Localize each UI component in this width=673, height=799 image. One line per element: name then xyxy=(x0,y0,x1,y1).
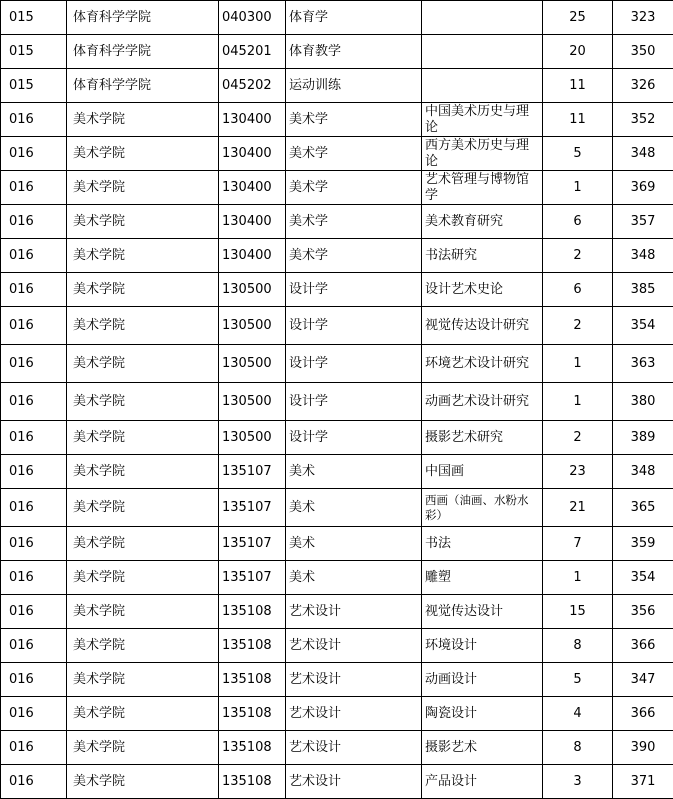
score-line-cell: 359 xyxy=(613,527,673,561)
college-name-cell: 美术学院 xyxy=(67,171,219,205)
table-row xyxy=(1,171,673,205)
major-code-cell: 135107 xyxy=(219,527,286,561)
major-code-cell: 130500 xyxy=(219,383,286,421)
table-row xyxy=(1,527,673,561)
college-name-cell: 美术学院 xyxy=(67,731,219,765)
enrollment-count-cell: 1 xyxy=(543,171,613,205)
college-code-cell: 016 xyxy=(1,307,67,345)
college-code-cell: 016 xyxy=(1,731,67,765)
major-name-cell: 设计学 xyxy=(286,383,422,421)
college-name-cell: 美术学院 xyxy=(67,527,219,561)
table-row xyxy=(1,421,673,455)
college-name-cell: 美术学院 xyxy=(67,345,219,383)
research-direction-cell: 陶瓷设计 xyxy=(422,697,543,731)
college-code-cell: 016 xyxy=(1,345,67,383)
table-row xyxy=(1,1,673,35)
major-code-cell: 135108 xyxy=(219,697,286,731)
score-line-cell: 371 xyxy=(613,765,673,799)
score-line-cell: 389 xyxy=(613,421,673,455)
major-code-cell: 130500 xyxy=(219,345,286,383)
enrollment-count-cell: 6 xyxy=(543,205,613,239)
table-row xyxy=(1,137,673,171)
table-row xyxy=(1,205,673,239)
table-row xyxy=(1,345,673,383)
enrollment-count-cell: 2 xyxy=(543,307,613,345)
research-direction-cell: 视觉传达设计 xyxy=(422,595,543,629)
research-direction-cell: 环境设计 xyxy=(422,629,543,663)
major-name-cell: 美术 xyxy=(286,561,422,595)
major-code-cell: 130500 xyxy=(219,307,286,345)
college-name-cell: 美术学院 xyxy=(67,765,219,799)
score-line-cell: 363 xyxy=(613,345,673,383)
major-code-cell: 135108 xyxy=(219,595,286,629)
major-code-cell: 045201 xyxy=(219,35,286,69)
research-direction-cell: 产品设计 xyxy=(422,765,543,799)
enrollment-count-cell: 25 xyxy=(543,1,613,35)
major-name-cell: 设计学 xyxy=(286,421,422,455)
enrollment-count-cell: 3 xyxy=(543,765,613,799)
score-line-cell: 350 xyxy=(613,35,673,69)
major-name-cell: 美术学 xyxy=(286,137,422,171)
research-direction-cell: 书法研究 xyxy=(422,239,543,273)
enrollment-count-cell: 2 xyxy=(543,239,613,273)
research-direction-cell: 艺术管理与博物馆学 xyxy=(422,171,543,205)
college-name-cell: 美术学院 xyxy=(67,383,219,421)
table-row xyxy=(1,663,673,697)
college-code-cell: 015 xyxy=(1,35,67,69)
major-name-cell: 美术学 xyxy=(286,171,422,205)
research-direction-cell: 环境艺术设计研究 xyxy=(422,345,543,383)
enrollment-count-cell: 1 xyxy=(543,383,613,421)
major-code-cell: 135107 xyxy=(219,489,286,527)
major-name-cell: 设计学 xyxy=(286,273,422,307)
enrollment-count-cell: 15 xyxy=(543,595,613,629)
college-code-cell: 016 xyxy=(1,421,67,455)
major-code-cell: 130500 xyxy=(219,421,286,455)
college-code-cell: 016 xyxy=(1,595,67,629)
enrollment-count-cell: 1 xyxy=(543,561,613,595)
score-line-cell: 347 xyxy=(613,663,673,697)
college-name-cell: 美术学院 xyxy=(67,489,219,527)
score-line-cell: 357 xyxy=(613,205,673,239)
score-line-cell: 366 xyxy=(613,629,673,663)
major-name-cell: 运动训练 xyxy=(286,69,422,103)
college-name-cell: 美术学院 xyxy=(67,273,219,307)
college-code-cell: 016 xyxy=(1,527,67,561)
research-direction-cell: 中国美术历史与理论 xyxy=(422,103,543,137)
table-row xyxy=(1,239,673,273)
major-name-cell: 艺术设计 xyxy=(286,663,422,697)
enrollment-count-cell: 8 xyxy=(543,629,613,663)
college-name-cell: 美术学院 xyxy=(67,421,219,455)
table-row xyxy=(1,69,673,103)
college-code-cell: 016 xyxy=(1,103,67,137)
research-direction-cell: 摄影艺术 xyxy=(422,731,543,765)
table-row xyxy=(1,561,673,595)
college-code-cell: 016 xyxy=(1,239,67,273)
table-row xyxy=(1,35,673,69)
college-name-cell: 体育科学学院 xyxy=(67,35,219,69)
major-code-cell: 135108 xyxy=(219,731,286,765)
score-line-cell: 385 xyxy=(613,273,673,307)
research-direction-cell: 摄影艺术研究 xyxy=(422,421,543,455)
score-line-cell: 348 xyxy=(613,455,673,489)
enrollment-count-cell: 4 xyxy=(543,697,613,731)
college-name-cell: 美术学院 xyxy=(67,697,219,731)
score-line-cell: 348 xyxy=(613,137,673,171)
college-code-cell: 016 xyxy=(1,455,67,489)
major-name-cell: 美术学 xyxy=(286,205,422,239)
major-code-cell: 130400 xyxy=(219,103,286,137)
major-code-cell: 130400 xyxy=(219,137,286,171)
major-code-cell: 040300 xyxy=(219,1,286,35)
college-code-cell: 016 xyxy=(1,171,67,205)
research-direction-cell: 书法 xyxy=(422,527,543,561)
college-code-cell: 016 xyxy=(1,697,67,731)
major-code-cell: 135107 xyxy=(219,455,286,489)
table-body xyxy=(1,1,673,799)
college-name-cell: 美术学院 xyxy=(67,205,219,239)
major-name-cell: 艺术设计 xyxy=(286,595,422,629)
score-line-cell: 323 xyxy=(613,1,673,35)
research-direction-cell: 设计艺术史论 xyxy=(422,273,543,307)
major-name-cell: 艺术设计 xyxy=(286,731,422,765)
research-direction-cell xyxy=(422,69,543,103)
major-code-cell: 130500 xyxy=(219,273,286,307)
major-name-cell: 美术学 xyxy=(286,103,422,137)
college-code-cell: 016 xyxy=(1,383,67,421)
major-name-cell: 美术 xyxy=(286,527,422,561)
enrollment-count-cell: 11 xyxy=(543,69,613,103)
college-name-cell: 美术学院 xyxy=(67,137,219,171)
major-code-cell: 135108 xyxy=(219,663,286,697)
enrollment-count-cell: 6 xyxy=(543,273,613,307)
college-name-cell: 美术学院 xyxy=(67,561,219,595)
major-name-cell: 美术 xyxy=(286,455,422,489)
college-name-cell: 美术学院 xyxy=(67,307,219,345)
enrollment-count-cell: 1 xyxy=(543,345,613,383)
major-code-cell: 135108 xyxy=(219,629,286,663)
college-code-cell: 016 xyxy=(1,273,67,307)
score-line-cell: 366 xyxy=(613,697,673,731)
college-code-cell: 016 xyxy=(1,663,67,697)
score-line-cell: 354 xyxy=(613,307,673,345)
table-row xyxy=(1,103,673,137)
major-name-cell: 体育教学 xyxy=(286,35,422,69)
score-line-cell: 380 xyxy=(613,383,673,421)
research-direction-cell: 动画艺术设计研究 xyxy=(422,383,543,421)
enrollment-count-cell: 5 xyxy=(543,137,613,171)
enrollment-count-cell: 8 xyxy=(543,731,613,765)
table-row xyxy=(1,455,673,489)
score-line-cell: 369 xyxy=(613,171,673,205)
enrollment-count-cell: 7 xyxy=(543,527,613,561)
college-code-cell: 015 xyxy=(1,1,67,35)
major-code-cell: 130400 xyxy=(219,205,286,239)
table-row xyxy=(1,383,673,421)
research-direction-cell: 视觉传达设计研究 xyxy=(422,307,543,345)
college-code-cell: 016 xyxy=(1,137,67,171)
college-code-cell: 016 xyxy=(1,489,67,527)
college-name-cell: 美术学院 xyxy=(67,629,219,663)
college-name-cell: 美术学院 xyxy=(67,239,219,273)
research-direction-cell xyxy=(422,35,543,69)
college-code-cell: 016 xyxy=(1,765,67,799)
score-line-cell: 326 xyxy=(613,69,673,103)
major-name-cell: 设计学 xyxy=(286,307,422,345)
table-row xyxy=(1,731,673,765)
college-code-cell: 016 xyxy=(1,629,67,663)
college-name-cell: 体育科学学院 xyxy=(67,69,219,103)
research-direction-cell: 美术教育研究 xyxy=(422,205,543,239)
enrollment-count-cell: 20 xyxy=(543,35,613,69)
score-line-cell: 352 xyxy=(613,103,673,137)
score-line-cell: 354 xyxy=(613,561,673,595)
major-code-cell: 135108 xyxy=(219,765,286,799)
college-code-cell: 015 xyxy=(1,69,67,103)
college-name-cell: 体育科学学院 xyxy=(67,1,219,35)
score-line-cell: 365 xyxy=(613,489,673,527)
table-row xyxy=(1,273,673,307)
college-name-cell: 美术学院 xyxy=(67,455,219,489)
score-line-cell: 390 xyxy=(613,731,673,765)
college-name-cell: 美术学院 xyxy=(67,103,219,137)
college-name-cell: 美术学院 xyxy=(67,595,219,629)
college-name-cell: 美术学院 xyxy=(67,663,219,697)
enrollment-count-cell: 5 xyxy=(543,663,613,697)
enrollment-count-cell: 21 xyxy=(543,489,613,527)
major-code-cell: 130400 xyxy=(219,171,286,205)
major-name-cell: 设计学 xyxy=(286,345,422,383)
table-row xyxy=(1,697,673,731)
table-row xyxy=(1,765,673,799)
enrollment-count-cell: 2 xyxy=(543,421,613,455)
major-name-cell: 艺术设计 xyxy=(286,697,422,731)
table-row xyxy=(1,595,673,629)
research-direction-cell: 西画（油画、水粉水彩） xyxy=(422,489,543,527)
college-code-cell: 016 xyxy=(1,561,67,595)
major-name-cell: 艺术设计 xyxy=(286,629,422,663)
table-row xyxy=(1,629,673,663)
research-direction-cell: 动画设计 xyxy=(422,663,543,697)
research-direction-cell: 雕塑 xyxy=(422,561,543,595)
major-code-cell: 135107 xyxy=(219,561,286,595)
major-name-cell: 艺术设计 xyxy=(286,765,422,799)
table-row xyxy=(1,307,673,345)
research-direction-cell: 西方美术历史与理论 xyxy=(422,137,543,171)
major-name-cell: 体育学 xyxy=(286,1,422,35)
enrollment-count-cell: 23 xyxy=(543,455,613,489)
research-direction-cell xyxy=(422,1,543,35)
table-row xyxy=(1,489,673,527)
major-code-cell: 045202 xyxy=(219,69,286,103)
enrollment-count-cell: 11 xyxy=(543,103,613,137)
research-direction-cell: 中国画 xyxy=(422,455,543,489)
score-line-cell: 348 xyxy=(613,239,673,273)
major-code-cell: 130400 xyxy=(219,239,286,273)
major-name-cell: 美术 xyxy=(286,489,422,527)
college-code-cell: 016 xyxy=(1,205,67,239)
major-name-cell: 美术学 xyxy=(286,239,422,273)
score-line-cell: 356 xyxy=(613,595,673,629)
